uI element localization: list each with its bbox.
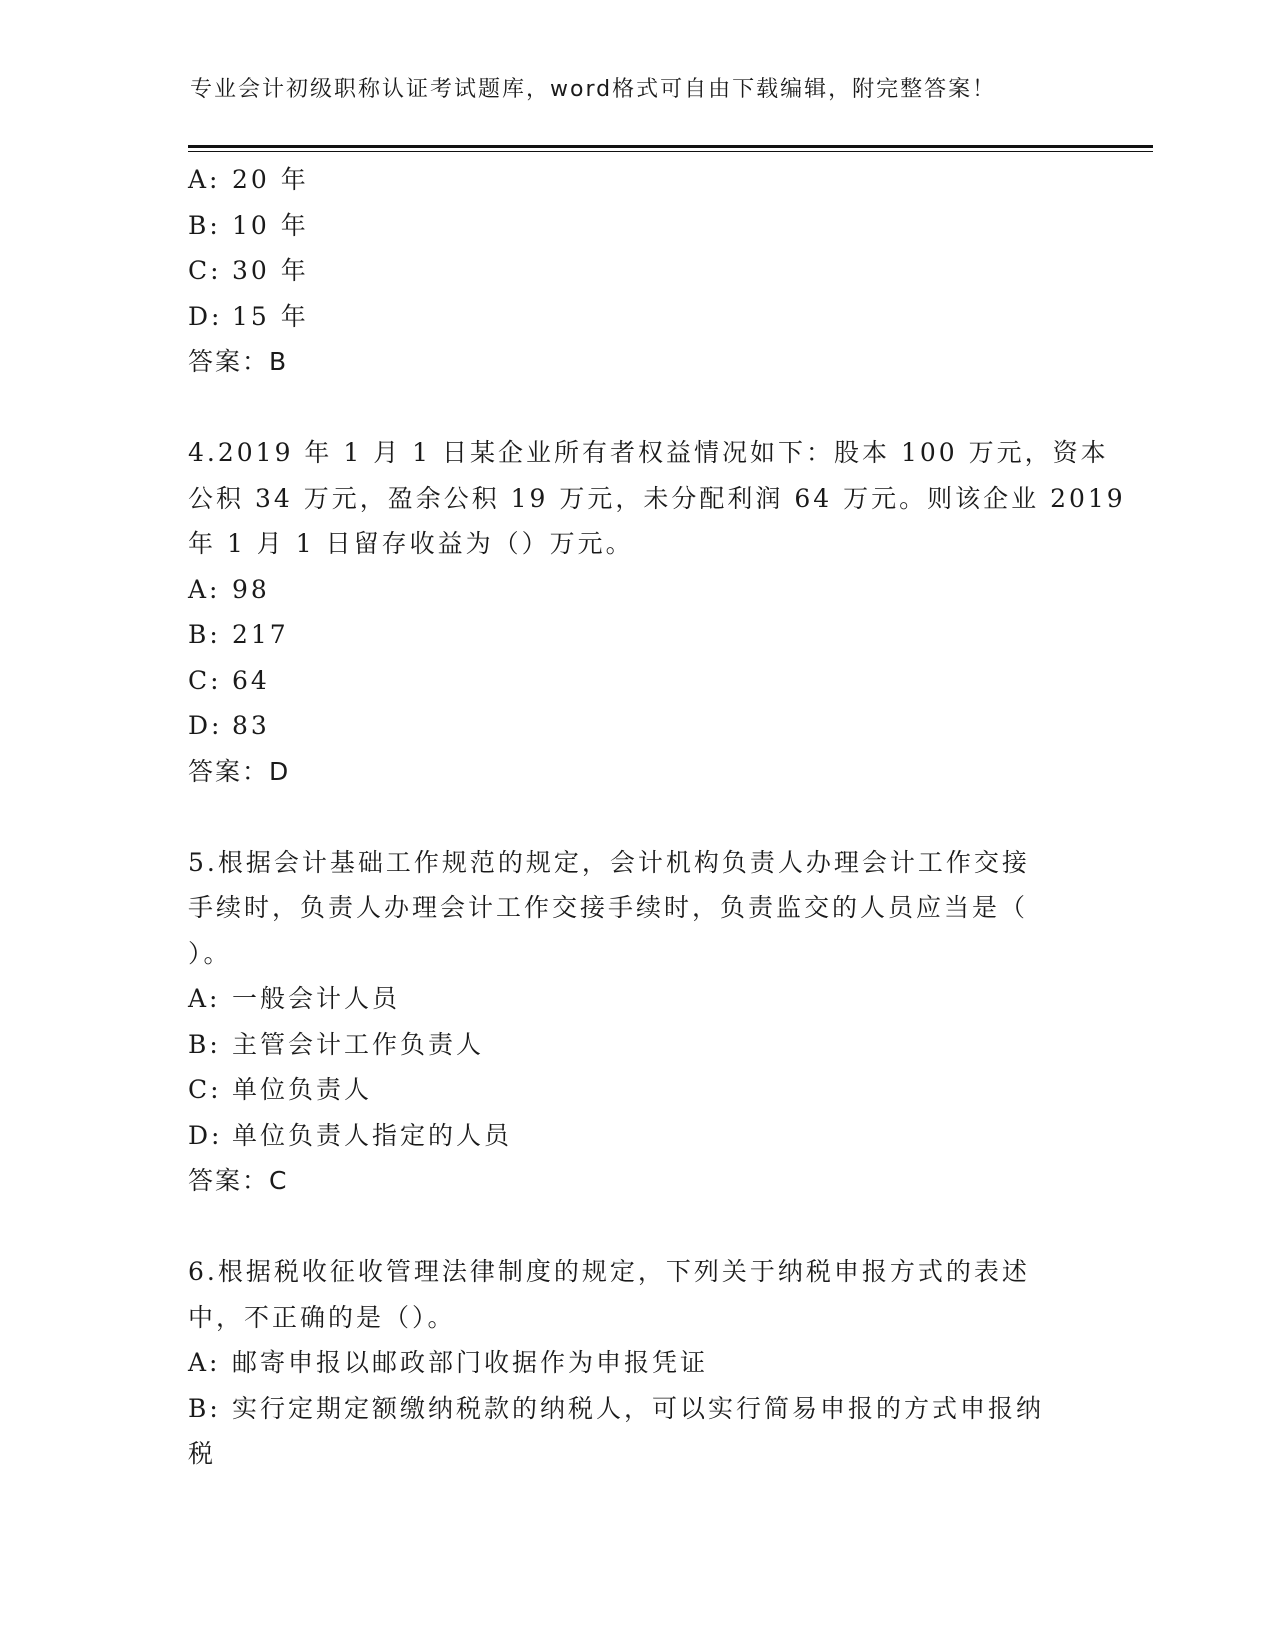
option-key: C: — [188, 1075, 222, 1104]
answer-line: 答案：B — [188, 347, 289, 376]
option-row — [188, 1113, 1088, 1159]
option-row — [188, 157, 1088, 203]
option-text: 单位负责人指定的人员 — [232, 1120, 513, 1150]
option-row — [188, 658, 1088, 704]
question-text-line: 中，不正确的是（）。 — [188, 1302, 456, 1332]
question-text-line: 5.根据会计基础工作规范的规定，会计机构负责人办理会计工作交接 — [188, 847, 1030, 877]
option-key: C: — [188, 256, 222, 285]
option-row — [188, 294, 1088, 340]
question-content — [188, 157, 1126, 1477]
question-gap — [188, 385, 1088, 431]
option-key: C: — [188, 665, 222, 695]
question-gap — [188, 1204, 1088, 1250]
option-text: 单位负责人 — [232, 1075, 373, 1104]
page-header: 专业会计初级职称认证考试题库，word格式可自由下载编辑，附完整答案！ — [190, 77, 997, 102]
option-row — [188, 1386, 1088, 1432]
option-key: B: — [188, 1029, 221, 1059]
option-text: 主管会计工作负责人 — [232, 1029, 485, 1059]
header-rule-thick — [188, 145, 1153, 148]
question-text-line: 年 1 月 1 日留存收益为（）万元。 — [188, 529, 634, 558]
option-row — [188, 1022, 1088, 1068]
option-row — [188, 703, 1088, 749]
option-row — [188, 203, 1088, 249]
answer-line: 答案：C — [188, 1166, 289, 1195]
question-text-line: ）。 — [188, 938, 232, 968]
option-row — [188, 1067, 1088, 1113]
option-key: B: — [188, 1393, 221, 1423]
option-row — [188, 976, 1088, 1022]
option-text: 10 年 — [232, 210, 309, 240]
question-text-line: 手续时，负责人办理会计工作交接手续时，负责监交的人员应当是（ — [188, 893, 1029, 922]
option-row — [188, 248, 1088, 294]
option-text: 一般会计人员 — [232, 984, 401, 1013]
option-key: B: — [188, 210, 221, 240]
option-text: 30 年 — [232, 256, 309, 285]
option-key: D: — [188, 711, 223, 740]
option-text: 实行定期定额缴纳税款的纳税人，可以实行简易申报的方式申报纳 — [232, 1393, 1045, 1423]
option-key: A: — [188, 984, 221, 1013]
question-gap — [188, 794, 1088, 840]
option-key: A: — [188, 1348, 221, 1377]
question-text-line: 公积 34 万元，盈余公积 19 万元，未分配利润 64 万元。则该企业 2019 — [188, 483, 1126, 513]
option-row — [188, 612, 1088, 658]
option-text: 83 — [232, 711, 270, 740]
question-text-line: 6.根据税收征收管理法律制度的规定，下列关于纳税申报方式的表述 — [188, 1257, 1030, 1286]
option-key: A: — [188, 574, 221, 604]
question-text-line: 4.2019 年 1 月 1 日某企业所有者权益情况如下：股本 100 万元，资本 — [188, 438, 1109, 467]
option-text: 64 — [232, 665, 270, 695]
option-continuation: 税 — [188, 1439, 217, 1468]
answer-line: 答案：D — [188, 756, 291, 786]
option-key: A: — [188, 165, 221, 194]
option-text: 20 年 — [232, 165, 309, 194]
option-key: D: — [188, 301, 223, 331]
option-key: D: — [188, 1120, 223, 1150]
option-text: 15 年 — [232, 301, 309, 331]
option-row — [188, 567, 1088, 613]
option-text: 217 — [232, 620, 289, 649]
option-key: B: — [188, 620, 221, 649]
header-rule-thin — [188, 151, 1153, 152]
option-row — [188, 1340, 1088, 1386]
option-text: 98 — [232, 574, 270, 604]
option-text: 邮寄申报以邮政部门收据作为申报凭证 — [232, 1348, 709, 1377]
